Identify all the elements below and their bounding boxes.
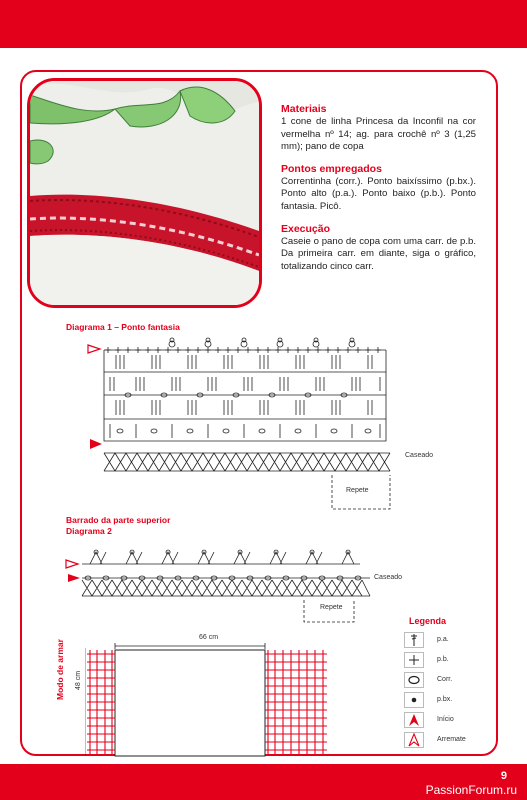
- site-watermark[interactable]: PassionForum.ru: [425, 783, 517, 797]
- assembly-height-label: 48 cm: [75, 670, 82, 690]
- stitches-title: Pontos empregados: [281, 162, 382, 175]
- page-number: 9: [500, 770, 507, 782]
- footer-bar: [0, 764, 527, 800]
- legend-item-pb: [404, 652, 494, 670]
- execution-text: Caseie o pano de copa com uma carr. de p.b. Da primeira carr. em diante, siga o gráfico, totalizando cinco carr.: [281, 235, 476, 272]
- legend-label: Início: [437, 716, 454, 723]
- single-crochet-icon: [404, 652, 424, 668]
- end-arrow-icon: [404, 732, 424, 748]
- start-arrow-icon: [404, 712, 424, 728]
- legend-item-corr: [404, 672, 494, 690]
- info-panel: [281, 103, 476, 282]
- diagram2-title-line2: Diagrama 2: [66, 526, 112, 536]
- materials-title: Materiais: [281, 103, 327, 115]
- diagram2-title-line1: Barrado da parte superior: [66, 515, 171, 525]
- legend-item-pa: [404, 632, 494, 650]
- legend-item-pbx: [404, 692, 494, 710]
- legend-label: p.b.: [437, 656, 449, 663]
- slip-stitch-icon: [404, 692, 424, 708]
- diagram1-repeat-label: Repete: [346, 487, 369, 494]
- legend-label: Corr.: [437, 676, 453, 683]
- assembly-width-label: 66 cm: [199, 634, 219, 641]
- chain-stitch-icon: [404, 672, 424, 688]
- legend-title: Legenda: [409, 616, 447, 626]
- materials-text: 1 cone de linha Princesa da Inconfil na cor vermelha nº 14; ag. para crochê nº 3 (1,25 mm); pano de copa: [281, 116, 476, 153]
- diagram1-chart: [80, 335, 440, 515]
- execution-title: Execução: [281, 222, 331, 235]
- crochet-edging-image: [30, 81, 259, 305]
- stitches-text: Correntinha (corr.). Ponto baixíssimo (p.bx.). Ponto alto (p.a.). Ponto baixo (p.b.). Ponto fantasia. Picô.: [281, 175, 476, 212]
- diagram2-chart: [60, 540, 380, 625]
- diagram1-title: Diagrama 1 – Ponto fantasia: [66, 322, 180, 332]
- legend-label: Arremate: [437, 736, 466, 743]
- top-banner: [0, 0, 527, 48]
- legend-item-end: [404, 732, 494, 750]
- legend-label: p.bx.: [437, 696, 453, 703]
- assembly-diagram: [85, 640, 340, 760]
- assembly-side-label: Modo de armar: [55, 639, 65, 700]
- legend-label: p.a.: [437, 636, 449, 643]
- diagram2-repeat-label: Repete: [320, 604, 343, 611]
- diagram2-edge-label: Caseado: [374, 574, 403, 581]
- diagram1-edge-label: Caseado: [405, 452, 434, 459]
- legend-item-start: [404, 712, 494, 730]
- treble-stitch-icon: [404, 632, 424, 648]
- product-photo: [27, 78, 262, 308]
